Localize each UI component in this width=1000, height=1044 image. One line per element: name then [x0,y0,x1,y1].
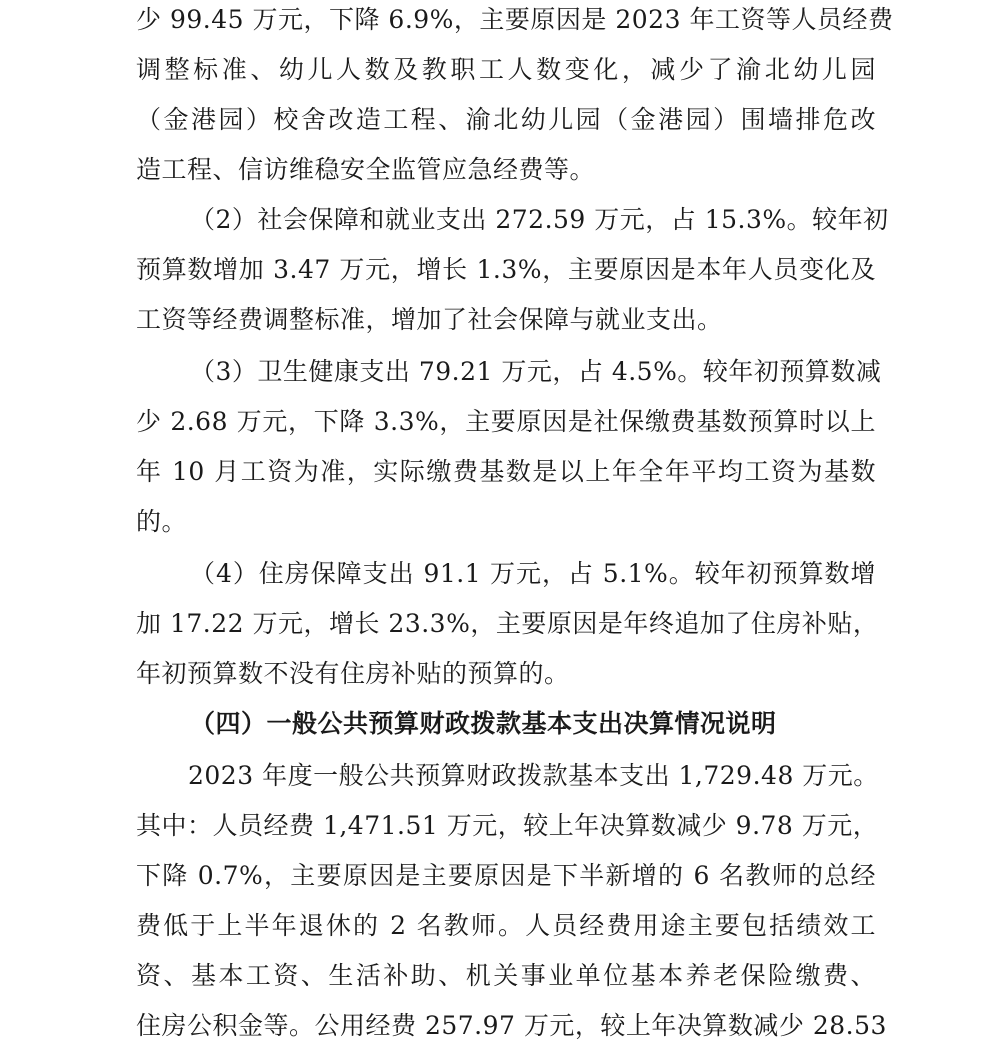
paragraph-line: 2023 年度一般公共预算财政拨款基本支出 1,729.48 万元。 [188,761,879,790]
paragraph-line: 调整标准、幼儿人数及教职工人数变化，减少了渝北幼儿园 [136,55,876,84]
paragraph-line: 加 17.22 万元，增长 23.3%，主要原因是年终追加了住房补贴， [136,609,879,638]
paragraph-line: 年 10 月工资为准，实际缴费基数是以上年全年平均工资为基数 [136,457,876,486]
paragraph-line: （2）社会保障和就业支出 272.59 万元，占 15.3%。较年初 [190,205,889,234]
paragraph-line: （金港园）校舍改造工程、渝北幼儿园（金港园）围墙排危改 [136,105,876,134]
section-heading: （四）一般公共预算财政拨款基本支出决算情况说明 [190,709,777,738]
paragraph-line: 预算数增加 3.47 万元，增长 1.3%，主要原因是本年人员变化及 [136,255,876,284]
paragraph-line: 其中：人员经费 1,471.51 万元，较上年决算数减少 9.78 万元， [136,811,879,840]
paragraph-line: 年初预算数不没有住房补贴的预算的。 [136,659,570,688]
paragraph-line: 下降 0.7%，主要原因是主要原因是下半新增的 6 名教师的总经 [136,861,876,890]
paragraph-line: 少 2.68 万元，下降 3.3%，主要原因是社保缴费基数预算时以上 [136,407,876,436]
paragraph-line: （4）住房保障支出 91.1 万元，占 5.1%。较年初预算数增 [190,559,876,588]
paragraph-line: 造工程、信访维稳安全监管应急经费等。 [136,155,596,184]
paragraph-line: 工资等经费调整标准，增加了社会保障与就业支出。 [136,305,723,334]
paragraph-line: （3）卫生健康支出 79.21 万元，占 4.5%。较年初预算数减 [190,357,882,386]
paragraph-line: 少 99.45 万元，下降 6.9%，主要原因是 2023 年工资等人员经费 [136,5,894,34]
paragraph-line: 资、基本工资、生活补助、机关事业单位基本养老保险缴费、 [136,961,876,990]
paragraph-line: 的。 [136,507,188,536]
paragraph-line: 住房公积金等。公用经费 257.97 万元，较上年决算数减少 28.53 [136,1011,887,1040]
paragraph-line: 费低于上半年退休的 2 名教师。人员经费用途主要包括绩效工 [136,911,876,940]
